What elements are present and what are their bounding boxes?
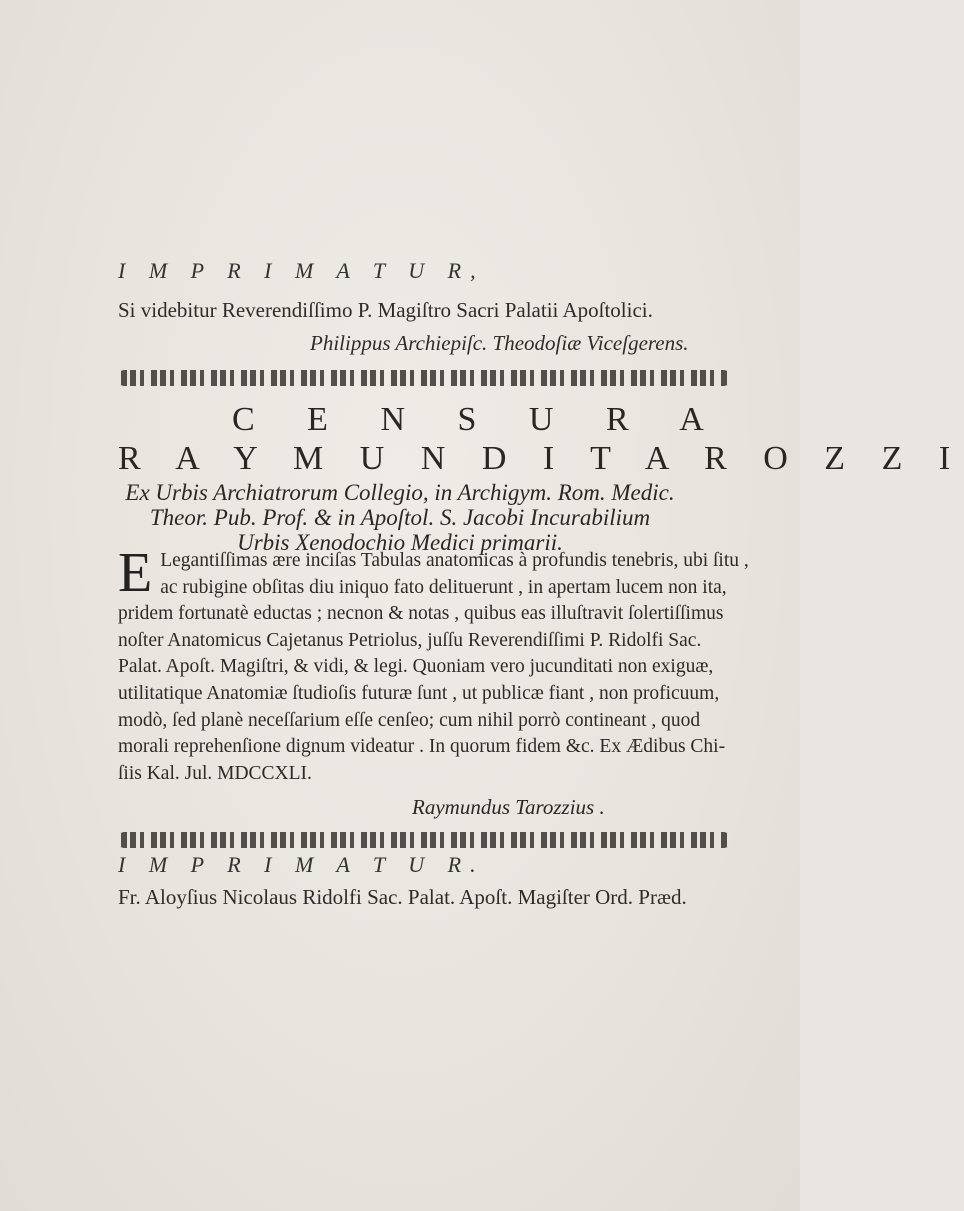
imprimatur-signature-1: Philippus Archiepiſc. Theodoſiæ Viceſgerens. (310, 331, 689, 355)
imprimatur-line-1: Si videbitur Reverendiſſimo P. Magiſtro Sacri Palatii Apoſtolici. (118, 298, 653, 322)
paragraph-line: pridem fortunatè eductas ; necnon & notas , quibus eas illuſtravit ſolertiſſimus (118, 603, 724, 625)
imprimatur-line-2: Fr. Aloyſius Nicolaus Ridolfi Sac. Palat. Apoſt. Magiſter Ord. Præd. (118, 885, 687, 909)
paragraph-line: ac rubigine obſitas diu iniquo fato delituerunt , in apertam lucem non ita, (160, 576, 727, 598)
censor-name: R A Y M U N D I T A R O Z Z I (118, 440, 964, 477)
censor-signature: Raymundus Tarozzius . (412, 795, 605, 819)
censor-credentials-2: Theor. Pub. Prof. & in Apoſtol. S. Jacobi Incurabilium (149, 505, 651, 530)
paragraph-line: Palat. Apoſt. Magiſtri, & vidi, & legi. Quoniam vero jucunditati non exiguæ, (118, 656, 714, 678)
paragraph-line: morali reprehenſione dignum videatur . In quorum fidem &c. Ex Ædibus Chi- (118, 736, 726, 758)
censura-title: C E N S U R A (232, 401, 726, 438)
paragraph-line: Legantiſſimas ære inciſas Tabulas anatomicas à profundis tenebris, ubi ſitu , (160, 550, 749, 571)
paragraph-line: noſter Anatomicus Cajetanus Petriolus, juſſu Reverendiſſimi P. Ridolfi Sac. (118, 629, 702, 651)
censor-credentials-1: Ex Urbis Archiatrorum Collegio, in Archigym. Rom. Medic. (125, 480, 675, 505)
paragraph-line: modò, ſed planè neceſſarium eſſe cenſeo; cum nihil porrò contineant , quod (118, 709, 701, 731)
ornament-divider-1 (118, 370, 730, 386)
drop-cap: E (118, 542, 153, 604)
paragraph-line: utilitatique Anatomiæ ſtudioſis futuræ ſunt , ut publicæ fiant , non proficuum, (118, 682, 720, 704)
censor-credentials-3: Urbis Xenodochio Medici primarii. (237, 530, 563, 555)
ornament-divider-2 (118, 832, 730, 848)
paragraph-line: ſiis Kal. Jul. MDCCXLI. (118, 762, 312, 784)
imprimatur-heading-1: I M P R I M A T U R, (118, 258, 485, 283)
imprimatur-heading-2: I M P R I M A T U R. (118, 852, 485, 877)
